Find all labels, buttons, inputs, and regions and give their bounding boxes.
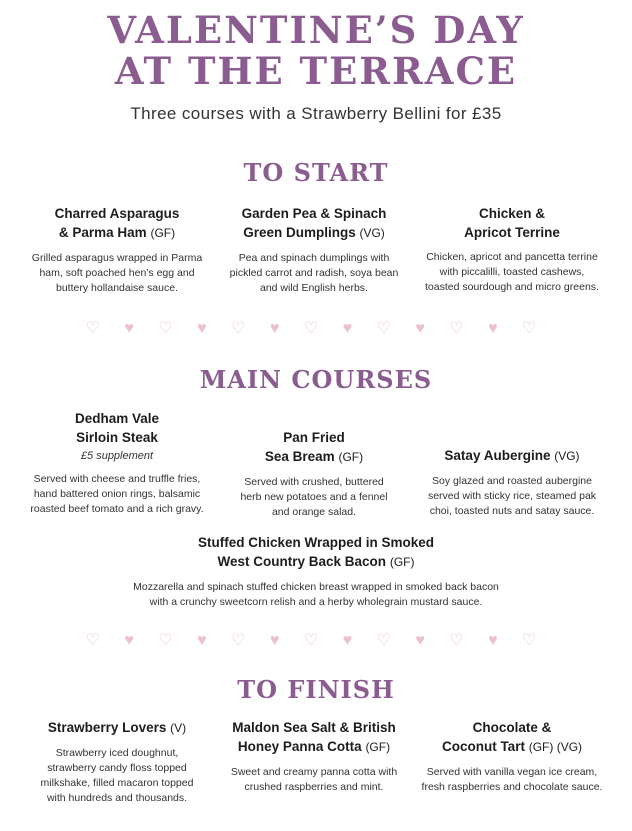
dish-description: Served with cheese and truffle fries, hand battered onion rings, balsamic roasted beef tomato and a rich gravy. [30,473,204,515]
dish-description: Strawberry iced doughnut, strawberry candy floss topped milkshake, filled macaron topped with hundreds and thousands. [40,747,194,804]
dietary-tag: (VG) [554,449,580,463]
section-heading-start: TO START [243,158,389,187]
supplement-note: £5 supplement [80,450,154,462]
dish-name: Maldon Sea Salt & British Honey Panna Cotta (GF) [232,720,396,754]
dish-charred-asparagus [17,204,217,296]
dish-satay-aubergine [412,446,612,519]
dish-description: Chicken, apricot and pancetta terrine with piccalilli, toasted cashews, toasted sourdough and micro greens. [425,251,599,293]
hearts-divider-icon: ♡ ♥ ♡ ♥ ♡ ♥ ♡ ♥ ♡ ♥ ♡ ♥ ♡ [85,320,547,337]
dish-name: Strawberry Lovers (V) [47,720,187,735]
dish-name: Stuffed Chicken Wrapped in Smoked West Country Back Bacon (GF) [197,535,435,569]
dish-chocolate-coconut-tart [412,718,612,795]
dish-garden-pea-dumplings [214,204,414,296]
dish-description: Sweet and creamy panna cotta with crushed raspberries and mint. [230,766,398,793]
dish-stuffed-chicken [80,533,552,610]
page-title-line2: AT THE TERRACE [114,49,518,93]
dish-strawberry-lovers [17,718,217,806]
dish-description: Soy glazed and roasted aubergine served with sticky rice, steamed pak choi, toasted nuts and satay sauce. [427,475,597,517]
dish-name: Satay Aubergine (VG) [444,448,580,463]
dietary-tag: (VG) [359,226,385,240]
dish-name: Pan Fried Sea Bream (GF) [264,430,364,464]
dish-chicken-terrine [412,204,612,295]
dish-description: Grilled asparagus wrapped in Parma ham, soft poached hen’s egg and buttery hollandaise sauce. [31,252,203,294]
dish-name: Chicken & Apricot Terrine [464,206,560,240]
dish-description: Served with crushed, buttered herb new potatoes and a fennel and orange salad. [240,476,388,518]
dietary-tag: (GF) [150,226,176,240]
page-title-line1: VALENTINE’S DAY [107,8,525,52]
dish-panna-cotta [214,718,414,795]
dish-description: Pea and spinach dumplings with pickled carrot and radish, soya bean and wild English herbs. [229,252,399,294]
dish-name: Dedham Vale Sirloin Steak [74,411,160,445]
section-heading-finish: TO FINISH [237,675,395,704]
dietary-tag: (V) [170,721,187,735]
page-subtitle: Three courses with a Strawberry Bellini for £35 [130,104,502,123]
dish-name: Chocolate & Coconut Tart (GF) (VG) [441,720,583,754]
dietary-tag: (GF) [389,555,415,569]
dish-name: Charred Asparagus & Parma Ham (GF) [54,206,180,240]
dish-sea-bream [214,428,414,520]
section-heading-mains: MAIN COURSES [199,365,433,394]
dish-description: Served with vanilla vegan ice cream, fresh raspberries and chocolate sauce. [421,766,603,793]
dietary-tag: (GF) [365,740,391,754]
dietary-tag: (GF) [338,450,364,464]
hearts-divider-icon: ♡ ♥ ♡ ♥ ♡ ♥ ♡ ♥ ♡ ♥ ♡ ♥ ♡ [85,632,547,649]
dietary-tag: (GF) (VG) [528,740,583,754]
dish-name: Garden Pea & Spinach Green Dumplings (VG) [241,206,387,240]
dish-sirloin-steak [17,409,217,517]
dish-description: Mozzarella and spinach stuffed chicken breast wrapped in smoked back bacon with a crunchy sweetcorn relish and a herby wholegrain mustard sauce. [133,581,499,608]
